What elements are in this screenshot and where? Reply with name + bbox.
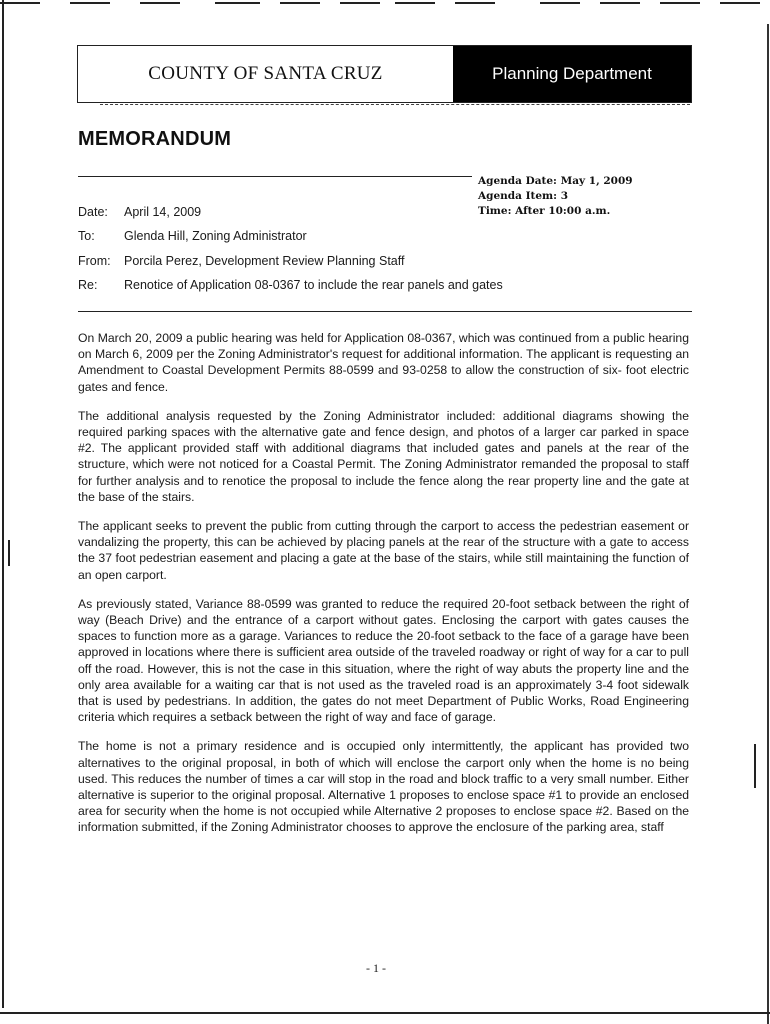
meta-label: To: [78,229,95,244]
scan-artifact [600,2,640,4]
meta-value: Glenda Hill, Zoning Administrator [124,229,307,244]
scan-artifact [140,2,180,4]
meta-value: Porcila Perez, Development Review Planning Staff [124,253,405,268]
department-name: Planning Department [453,46,691,102]
paragraph: The additional analysis requested by the Zoning Administrator included: additional diagrams showing the required parking spaces with the alternative gate and fence design, and photos of a larger car parked in space #2. The applicant provided staff with additional diagrams that included gates and panels at the rear of the structure, which were not noticed for a Coastal Permit. The Zoning Administrator remanded the proposal to staff for further analysis and to renotice the proposal to include the fence along the rear property line and the gate at the base of the stairs. [78,408,689,504]
memo-meta [78,200,503,297]
scan-artifact [70,2,110,4]
scan-artifact [340,2,380,4]
memo-title: MEMORANDUM [78,128,232,150]
scan-artifact [280,2,320,4]
meta-label: From: [78,253,111,268]
scan-artifact [540,2,580,4]
meta-label: Date: [78,205,108,220]
scan-artifact [455,2,495,4]
agenda-time: Time: After 10:00 a.m. [478,205,611,217]
memo-body [78,330,689,849]
scan-edge-right [767,24,769,1024]
county-name: COUNTY OF SANTA CRUZ [148,63,383,84]
meta-to [78,224,503,248]
meta-value: Renotice of Application 08-0367 to include the rear panels and gates [124,278,503,293]
paragraph: The home is not a primary residence and is occupied only intermittently, the applicant has provided two alternatives to the original proposal, in both of which will enclose the carport only when the home is no being used. This reduces the number of times a car will stop in the road and block traffic to a very small number. Either alternative is superior to the original proposal. Alternative 1 proposes to enclose space #1 to provide an enclosed area for security when the home is not occupied while Alternative 2 proposes to enclose space #2. Based on the information submitted, if the Zoning Administrator chooses to approve the enclosure of the parking area, staff [78,739,689,835]
agenda-date: Agenda Date: May 1, 2009 [478,175,633,187]
letterhead [77,45,692,103]
meta-date [78,200,503,224]
meta-from [78,249,503,273]
scan-artifact [660,2,700,4]
scan-artifact [720,2,760,4]
divider-top [78,176,472,177]
page-number: - 1 - [366,961,386,975]
scan-artifact [0,2,40,4]
divider-bottom [78,311,692,312]
meta-value: April 14, 2009 [124,205,202,220]
scan-edge-left [2,0,4,1008]
paragraph: On March 20, 2009 a public hearing was held for Application 08-0367, which was continued from a public hearing on March 6, 2009 per the Zoning Administrator's request for additional information. The applicant is requesting an Amendment to Coastal Development Permits 88-0599 and 93-0258 to allow the construction of six- foot electric gates and fence. [78,331,689,394]
meta-label: Re: [78,278,98,293]
scan-edge-bottom [0,1012,770,1014]
agenda-item: Agenda Item: 3 [478,190,568,202]
revision-bar [8,540,10,566]
paragraph: As previously stated, Variance 88-0599 was granted to reduce the required 20-foot setback between the right of way (Beach Drive) and the entrance of a carport without gates. Enclosing the carport with gates causes the spaces to function more as a garage. Variances to reduce the 20-foot setback to the face of a garage have been approved in locations where there is sufficient area outside of the traveled roadway or right of way for a car to pull off the road. However, this is not the case in this situation, where the right of way abuts the property line and the only area available for a waiting car that is not used as the traveled road is an approximately 3-4 foot sidewalk that is used by pedestrians. In addition, the gates do not meet Department of Public Works, Road Engineering criteria which requires a setback between the right of way and face of garage. [78,596,689,725]
scan-artifact [395,2,435,4]
meta-re [78,273,503,297]
revision-bar [754,744,756,788]
paragraph: The applicant seeks to prevent the public from cutting through the carport to access the pedestrian easement or vandalizing the property, this can be achieved by placing panels at the rear of the structure with a gate to access the 37 foot pedestrian easement and placing a gate at the base of the stairs, while still maintaining the function of an open carport. [78,519,689,582]
scan-artifact [215,2,260,4]
letterhead-underline [100,104,690,105]
